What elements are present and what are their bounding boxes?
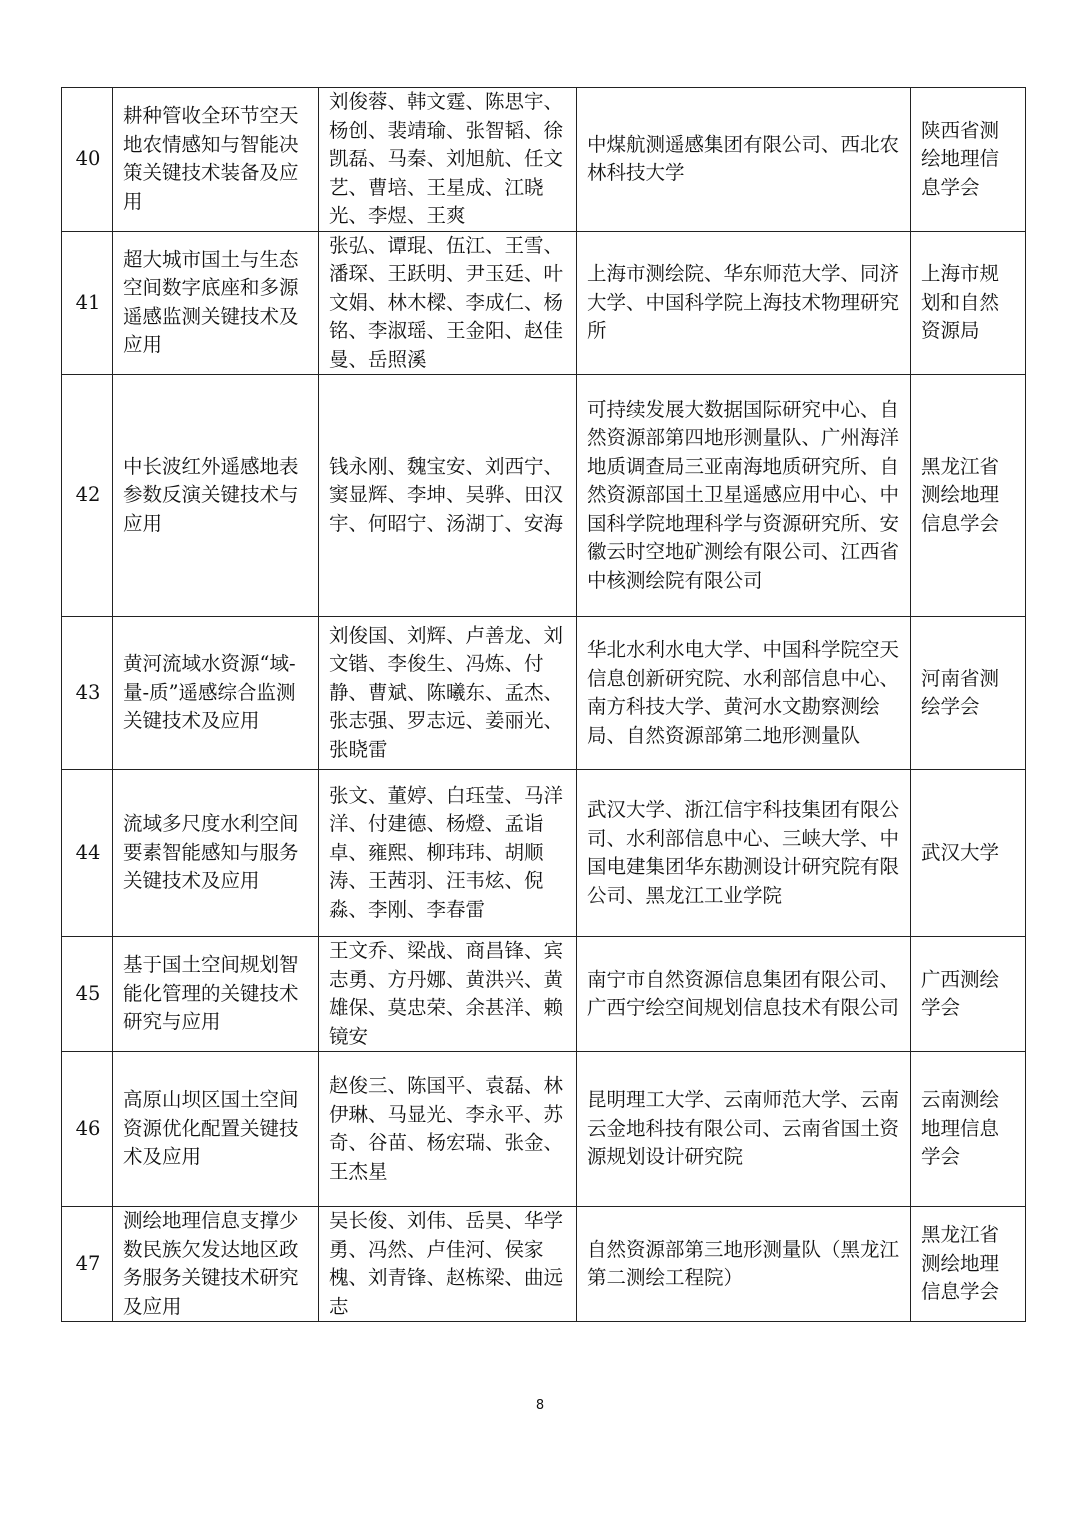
- table-row: [62, 617, 1026, 770]
- main-completers: 张文、董婷、白珏莹、马洋洋、付建德、杨燈、孟诣卓、雍熙、柳玮玮、胡顺涛、王茜羽、汪韦炫、倪淼、李刚、李春雷: [319, 770, 577, 937]
- main-completers: 王文乔、梁战、商昌锋、宾志勇、方丹娜、黄洪兴、黄雄保、莫忠荣、余甚洋、赖镜安: [319, 937, 577, 1052]
- row-number: 47: [62, 1207, 113, 1322]
- recommending-unit: 河南省测绘学会: [911, 617, 1026, 770]
- main-completers: 赵俊三、陈国平、袁磊、林伊琳、马显光、李永平、苏奇、谷苗、杨宏瑞、张金、王杰星: [319, 1052, 577, 1207]
- completing-units: 昆明理工大学、云南师范大学、云南云金地科技有限公司、云南省国土资源规划设计研究院: [577, 1052, 911, 1207]
- project-name: 中长波红外遥感地表参数反演关键技术与应用: [113, 375, 319, 617]
- recommending-unit: 云南测绘地理信息学会: [911, 1052, 1026, 1207]
- recommending-unit: 陕西省测绘地理信息学会: [911, 88, 1026, 232]
- completing-units: 上海市测绘院、华东师范大学、同济大学、中国科学院上海技术物理研究所: [577, 231, 911, 375]
- recommending-unit: 武汉大学: [911, 770, 1026, 937]
- table-row: [62, 375, 1026, 617]
- row-number: 41: [62, 231, 113, 375]
- main-completers: 吴长俊、刘伟、岳昊、华学勇、冯然、卢佳河、侯家槐、刘青锋、赵栋梁、曲远志: [319, 1207, 577, 1322]
- recommending-unit: 黑龙江省测绘地理信息学会: [911, 1207, 1026, 1322]
- table-row: [62, 1052, 1026, 1207]
- table-row: [62, 770, 1026, 937]
- main-completers: 刘俊国、刘辉、卢善龙、刘文锴、李俊生、冯炼、付静、曹斌、陈曦东、孟杰、张志强、罗志远、姜丽光、张晓雷: [319, 617, 577, 770]
- table-row: [62, 231, 1026, 375]
- completing-units: 武汉大学、浙江信宇科技集团有限公司、水利部信息中心、三峡大学、中国电建集团华东勘测设计研究院有限公司、黑龙江工业学院: [577, 770, 911, 937]
- row-number: 46: [62, 1052, 113, 1207]
- table-row: [62, 88, 1026, 232]
- row-number: 40: [62, 88, 113, 232]
- table-row: [62, 1207, 1026, 1322]
- completing-units: 华北水利水电大学、中国科学院空天信息创新研究院、水利部信息中心、南方科技大学、黄河水文勘察测绘局、自然资源部第二地形测量队: [577, 617, 911, 770]
- project-name: 耕种管收全环节空天地农情感知与智能决策关键技术装备及应用: [113, 88, 319, 232]
- main-completers: 张弘、谭琨、伍江、王雪、潘琛、王跃明、尹玉廷、叶文娟、林木樑、李成仁、杨铭、李淑瑶、王金阳、赵佳曼、岳照溪: [319, 231, 577, 375]
- project-name: 基于国土空间规划智能化管理的关键技术研究与应用: [113, 937, 319, 1052]
- recommending-unit: 上海市规划和自然资源局: [911, 231, 1026, 375]
- project-name: 超大城市国土与生态空间数字底座和多源遥感监测关键技术及应用: [113, 231, 319, 375]
- row-number: 45: [62, 937, 113, 1052]
- completing-units: 可持续发展大数据国际研究中心、自然资源部第四地形测量队、广州海洋地质调查局三亚南海地质研究所、自然资源部国土卫星遥感应用中心、中国科学院地理科学与资源研究所、安徽云时空地矿测绘有限公司、江西省中核测绘院有限公司: [577, 375, 911, 617]
- row-number: 43: [62, 617, 113, 770]
- project-name: 流域多尺度水利空间要素智能感知与服务关键技术及应用: [113, 770, 319, 937]
- row-number: 42: [62, 375, 113, 617]
- project-name: 高原山坝区国土空间资源优化配置关键技术及应用: [113, 1052, 319, 1207]
- main-completers: 刘俊蓉、韩文霆、陈思宇、杨创、裴靖瑜、张智韬、徐凯磊、马秦、刘旭航、任文艺、曹培、王星成、江晓光、李煜、王爽: [319, 88, 577, 232]
- row-number: 44: [62, 770, 113, 937]
- main-completers: 钱永刚、魏宝安、刘西宁、窦显辉、李坤、吴骅、田汉宇、何昭宁、汤湖丁、安海: [319, 375, 577, 617]
- project-name: 测绘地理信息支撑少数民族欠发达地区政务服务关键技术研究及应用: [113, 1207, 319, 1322]
- table-row: [62, 937, 1026, 1052]
- recommending-unit: 广西测绘学会: [911, 937, 1026, 1052]
- recommending-unit: 黑龙江省测绘地理信息学会: [911, 375, 1026, 617]
- completing-units: 南宁市自然资源信息集团有限公司、广西宁绘空间规划信息技术有限公司: [577, 937, 911, 1052]
- page-number: 8: [535, 1398, 545, 1413]
- completing-units: 自然资源部第三地形测量队（黑龙江第二测绘工程院）: [577, 1207, 911, 1322]
- awards-table: [61, 87, 1026, 1322]
- completing-units: 中煤航测遥感集团有限公司、西北农林科技大学: [577, 88, 911, 232]
- project-name: 黄河流域水资源“域-量-质”遥感综合监测关键技术及应用: [113, 617, 319, 770]
